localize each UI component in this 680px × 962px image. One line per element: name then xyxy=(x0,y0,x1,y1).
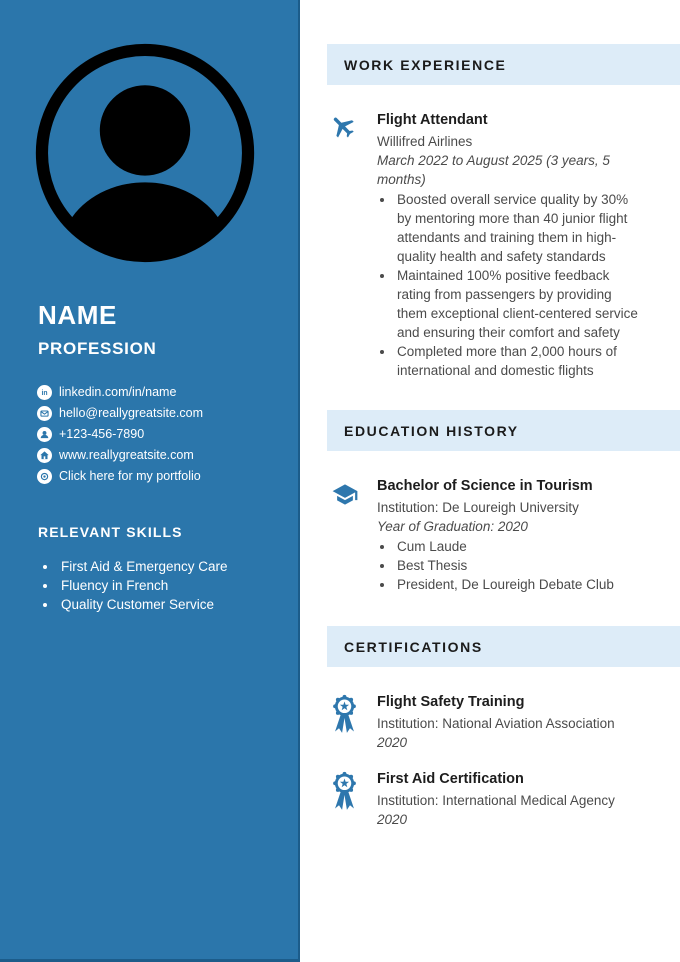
section-title: CERTIFICATIONS xyxy=(344,638,483,655)
section-header-work-experience xyxy=(327,44,680,85)
section-header-education-history xyxy=(327,410,680,451)
certification-entry xyxy=(329,692,662,752)
skill-item: • First Aid & Emergency Care xyxy=(58,557,286,576)
certification-entry-body xyxy=(377,692,662,752)
certification-year: 2020 xyxy=(377,812,408,827)
contact-website[interactable] xyxy=(37,448,290,463)
contact-phone[interactable] xyxy=(37,427,290,442)
avatar-icon xyxy=(32,40,258,266)
contact-portfolio-text: Click here for my portfolio xyxy=(59,469,201,483)
skills-heading: RELEVANT SKILLS xyxy=(38,524,183,540)
degree-title: Bachelor of Science in Tourism xyxy=(377,478,593,494)
contact-list xyxy=(37,385,290,484)
linkedin-icon xyxy=(37,385,52,400)
sidebar xyxy=(0,0,300,962)
contact-linkedin-text: linkedin.com/in/name xyxy=(59,385,177,399)
education-institution: Institution: De Loureigh University xyxy=(377,500,579,515)
resume-main xyxy=(300,0,680,962)
certification-entry-body xyxy=(377,769,662,829)
job-bullet: • Boosted overall service quality by 30% by mentoring more than 40 junior flight attendants and training them in high-quality health and safety standards xyxy=(395,190,645,266)
certification-year: 2020 xyxy=(377,735,408,750)
skill-item: • Quality Customer Service xyxy=(58,595,286,614)
company-name: Willifred Airlines xyxy=(377,134,473,149)
certification-entry xyxy=(329,769,662,829)
name: NAME xyxy=(38,300,117,330)
education-bullet: • Cum Laude xyxy=(395,537,645,556)
section-title: WORK EXPERIENCE xyxy=(344,56,507,73)
certification-institution: Institution: National Aviation Association xyxy=(377,716,615,731)
education-entry xyxy=(329,476,662,594)
email-icon xyxy=(37,406,52,421)
certification-title: First Aid Certification xyxy=(377,771,524,787)
work-entry-body xyxy=(377,110,662,380)
contact-email-text: hello@reallygreatsite.com xyxy=(59,406,204,420)
job-bullet: • Maintained 100% positive feedback rating from passengers by providing them exceptional client-centered service and ensuring their comfort and safety xyxy=(395,266,645,342)
skills-list xyxy=(45,557,286,614)
contact-portfolio[interactable] xyxy=(37,469,290,484)
section-title: EDUCATION HISTORY xyxy=(344,422,519,439)
medal-ribbon-icon xyxy=(329,692,377,752)
work-entry xyxy=(329,110,662,380)
phone-icon xyxy=(37,427,52,442)
education-bullet-list xyxy=(379,537,645,594)
contact-website-text: www.reallygreatsite.com xyxy=(59,448,194,462)
portfolio-icon xyxy=(37,469,52,484)
contact-linkedin[interactable] xyxy=(37,385,290,400)
plane-icon xyxy=(329,110,377,380)
profile-photo xyxy=(32,40,258,266)
certification-institution: Institution: International Medical Agency xyxy=(377,793,615,808)
job-title: Flight Attendant xyxy=(377,112,488,128)
svg-text:in: in xyxy=(41,390,48,397)
certification-title: Flight Safety Training xyxy=(377,694,525,710)
graduation-year: Year of Graduation: 2020 xyxy=(377,519,528,534)
profession: PROFESSION xyxy=(38,339,157,358)
education-bullet: • President, De Loureigh Debate Club xyxy=(395,575,645,594)
education-entry-body xyxy=(377,476,662,594)
job-dates: March 2022 to August 2025 (3 years, 5 months) xyxy=(377,153,610,187)
education-bullet: • Best Thesis xyxy=(395,556,645,575)
website-icon xyxy=(37,448,52,463)
graduation-cap-icon xyxy=(329,476,377,594)
job-bullet-list xyxy=(379,190,645,380)
medal-ribbon-icon xyxy=(329,769,377,829)
section-header-certifications xyxy=(327,626,680,667)
contact-phone-text: +123-456-7890 xyxy=(59,427,145,441)
skill-item: • Fluency in French xyxy=(58,576,286,595)
contact-email[interactable] xyxy=(37,406,290,421)
job-bullet: • Completed more than 2,000 hours of international and domestic flights xyxy=(395,342,645,380)
